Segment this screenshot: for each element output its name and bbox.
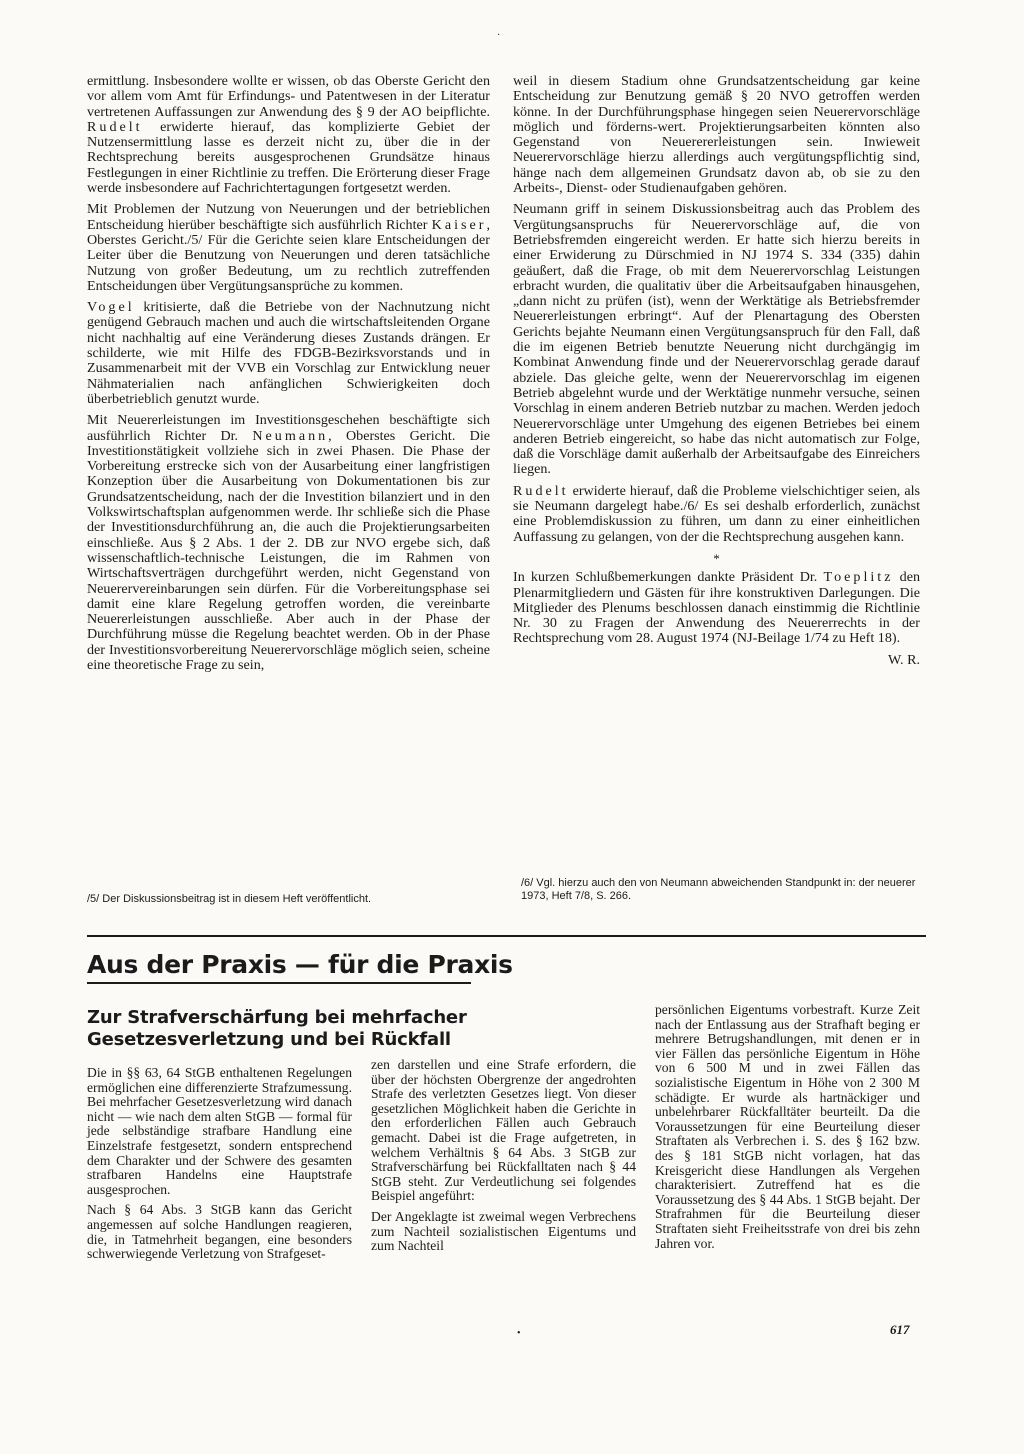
paragraph-1: ermittlung. Insbesondere wollte er wissen, ob das Oberste Gericht den vor allem vom Amt für Erfindungs- und Patentwesen in der Literatur vertretenen Auffassungen zur Anwendung des § 9 der AO beipflichte. Rudelt erwiderte hierauf, das komplizierte Gebiet der Nutzensermittlung lasse es derzeit nicht zu, über die in der Rechtsprechung bereits ausgesprochenen Grundsätze hinaus Festlegungen in einer Richtlinie zu treffen. Die Erörterung dieser Frage werde insbesondere auf Fachrichtertagungen fortgesetzt werden.	[87, 73, 490, 197]
section-separator-star: *	[713, 550, 720, 566]
column-bottom-1	[87, 1066, 352, 1268]
paragraph-1: weil in diesem Stadium ohne Grundsatzentscheidung gar keine Entscheidung zur Benutzung gemäß § 20 NVO getroffen werden könne. In der Durchführungsphase hingegen seien Neuerervorschläge möglich und förderns-wert. Projektierungsarbeiten könnten also Gegenstand von Neuerererleistungen sein. Inwieweit Neuerervorschläge hierzu allerdings auch vergütungspflichtig sind, hänge nach dem allgemeinen Grundsatz davon ab, ob sie zu den Arbeits-, Dienst- oder Studienaufgaben gehören.	[513, 73, 920, 197]
spaced-name-vogel: Vogel	[87, 299, 135, 316]
section-heading: Aus der Praxis — für die Praxis	[87, 950, 513, 979]
column-bottom-3	[655, 1003, 920, 1257]
footnote-6: /6/ Vgl. hierzu auch den von Neumann abweichenden Standpunkt in: der neuerer 1973, Heft 7/8, S. 266.	[521, 877, 916, 902]
column-bottom-2	[371, 1058, 636, 1260]
paragraph-2: Der Angeklagte ist zweimal wegen Verbrechens zum Nachteil sozialistischen Eigentums und zum Nachteil	[371, 1208, 636, 1254]
column-top-right	[513, 74, 920, 668]
paragraph-1: Die in §§ 63, 64 StGB enthaltenen Regelungen ermöglichen eine differenzierte Strafzumessung. Bei mehrfacher Gesetzesverletzung wird danach nicht — wie nach dem alten StGB — formal für jede selbständige strafbare Handlung eine Einzelstrafe festgesetzt, sondern entsprechend dem Charakter und der Schwere des gesamten strafbaren Handelns eine Hauptstrafe ausgesprochen.	[87, 1065, 352, 1197]
paragraph-3: Rudelt erwiderte hierauf, daß die Probleme vielschichtiger seien, als sie Neumann dargelegt habe./6/ Es sei deshalb erforderlich, zunächst eine Problemdiskussion zu führen, um dann zu einer einheitlichen Auffassung zu gelangen, von der die Rechtsprechung ausgehen kann.	[513, 482, 920, 545]
paragraph-1: persönlichen Eigentums vorbestraft. Kurze Zeit nach der Entlassung aus der Strafhaft beging er mehrere Betrugshandlungen, mit denen er in vier Fällen das persönliche Eigentum in Höhe von 6 500 M und in zwei Fällen das sozialistische Eigentum in Höhe von 2 300 M schädigte. Er wurde als hartnäckiger und unbelehrbarer Rückfalltäter beurteilt. Da die Voraussetzungen für eine Beurteilung dieser Straftaten als Verbrechen i. S. des § 162 bzw. des § 181 StGB nicht vorlagen, hat das Kreisgericht diese Handlungen als Vergehen charakterisiert. Zutreffend hat es die Voraussetzung des § 44 Abs. 1 StGB bejaht. Der Strafrahmen für die Beurteilung dieser Straftaten sieht Freiheitsstrafe von drei bis zehn Jahren vor.	[655, 1002, 920, 1251]
footnote-5: /5/ Der Diskussionsbeitrag ist in diesem Heft veröffentlicht.	[87, 893, 372, 905]
scan-mark-top: ·	[497, 30, 501, 41]
paragraph-2: Nach § 64 Abs. 3 StGB kann das Gericht angemessen auf solche Handlungen reagieren, die, in Tatmehrheit begangen, eine besonders schwerwiegende Verletzung von Strafgeset-	[87, 1202, 352, 1262]
paragraph-4: Mit Neuererleistungen im Investitionsgeschehen beschäftigte sich ausführlich Richter Dr. Neumann, Oberstes Gericht. Die Investitionstätigkeit vollziehe sich in zwei Phasen. Die Phase der Vorbereitung erstrecke sich von der Ausarbeitung einer langfristigen Konzeption über die Ausarbeitung von Dokumentationen bis zur Grundsatzentscheidung, nach der die Investition bilanziert und in den Volkswirtschaftsplan aufgenommen werde. Ihr schließe sich die Phase der Investitionsdurchführung an, die auch die Projektierungsarbeiten einschließe. Aus § 2 Abs. 1 der 2. DB zur NVO ergebe sich, daß wissenschaftlich-technische Leistungen, die im Rahmen von Wirtschaftsverträgen durchgeführt werden, nicht Gegenstand von Neuerervereinbarungen sein dürfen. Für die Vorbereitungsphase sei damit eine klare Regelung getroffen worden, die vereinbarte Neuererleistungen ausschließe. Aber auch in der Phase der Durchführung müsse die Regelung beachtet werden. Ob in der Phase der Investitionsvorbereitung Neuerervorschläge möglich seien, scheine eine theoretische Frage zu sein,	[87, 412, 490, 673]
spaced-name-toeplitz: Toeplitz	[823, 569, 894, 586]
scan-mark-bottom: •	[517, 1328, 521, 1339]
paragraph-4: In kurzen Schlußbemerkungen dankte Präsident Dr. Toeplitz den Plenarmitgliedern und Gästen für ihre konstruktiven Darlegungen. Die Mitglieder des Plenums beschlossen danach einstimmig die Richtlinie Nr. 30 zu Fragen der Anwendung des Neuererrechts in der Rechtsprechung vom 28. August 1974 (NJ-Beilage 1/74 zu Heft 18).	[513, 569, 920, 647]
paragraph-2: Neumann griff in seinem Diskussionsbeitrag auch das Problem des Vergütungsanspruchs für Neuerervorschläge auf, die von Betriebsfremden eingereicht werden. Er hatte sich hierzu bereits in einer Erwiderung zu Dürschmied in NJ 1974 S. 334 (335) dahin geäußert, daß die Frage, ob mit dem Neuerervorschlag Leistungen erbracht wurden, die qualitativ über die Arbeitsaufgaben hinausgehen, „dann nicht zu prüfen (ist), wenn der Werktätige als Betriebsfremder Neuererleistungen erbringt“. Auf der Plenartagung des Obersten Gerichts bejahte Neumann einen Vergütungsanspruch für den Fall, daß die im eigenen Betrieb benutzte Neuerung nicht durchgängig im Kombinat Anwendung finde und der Neuerervorschlag gerade darauf abziele. Das gleiche gelte, wenn der Neuerervorschlag im eigenen Betrieb abgelehnt wurde und der Werktätige nunmehr versuche, seinen Vorschlag in einem anderen Betrieb nutzbar zu machen. Werden jedoch Neuerervorschläge unter Umgehung des eigenen Betriebes bei einem anderen Betrieb eingereicht, so habe das nicht automatisch zur Folge, daß die Vorschläge damit außerhalb der Arbeitsaufgabe des Einreichers liegen.	[513, 201, 920, 478]
page-number: 617	[890, 1322, 910, 1337]
spaced-name-kaiser: Kaiser	[431, 216, 487, 233]
paragraph-3: Vogel kritisierte, daß die Betriebe von der Nachnutzung nicht genügend Gebrauch machen und auch die wirtschaftsleitenden Organe nicht nachhaltig auf eine Veränderung dieses Zustands drängen. Er schilderte, wie mit Hilfe des FDGB-Bezirksvorstands und in Zusammenarbeit mit der VVB ein Vorschlag zur Entwicklung neuer Nähmaterialien nach anfänglichen Schwierigkeiten doch überbetrieblich genutzt wurde.	[87, 299, 490, 407]
paragraph-1: zen darstellen und eine Strafe erfordern, die über der höchsten Obergrenze der angedrohten Strafe des verletzten Gesetzes liegt. Von dieser gesetzlichen Möglichkeit haben die Gerichte in den erforderlichen Fällen auch Gebrauch gemacht. Dabei ist die Frage aufgetreten, in welchem Verhältnis § 64 Abs. 3 StGB zur Strafverschärfung bei Rückfalltaten nach § 44 StGB steht. Zur Verdeutlichung sei folgendes Beispiel angeführt:	[371, 1057, 636, 1204]
column-top-left	[87, 74, 490, 679]
section-divider-rule	[87, 935, 926, 937]
spaced-name-rudelt: Rudelt	[513, 482, 569, 499]
author-initials: W. R.	[888, 651, 920, 668]
paragraph-2: Mit Problemen der Nutzung von Neuerungen und der betrieblichen Entscheidung hierüber beschäftigte sich ausführlich Richter Kaiser, Oberstes Gericht./5/ Für die Gerichte seien klare Entscheidungen der Leiter über die Benutzung von Neuerungen und deren tatsächliche Nutzung von großer Bedeutung, um zu rechtlich zutreffenden Entscheidungen über Vergütungsansprüche zu kommen.	[87, 201, 490, 294]
article-title: Zur Strafverschärfung bei mehrfacher Gesetzesverletzung und bei Rückfall	[87, 1007, 467, 1050]
section-heading-underline	[87, 982, 471, 984]
spaced-name-neumann: Neumann	[252, 427, 329, 444]
spaced-name-rudelt: Rudelt	[87, 118, 143, 135]
